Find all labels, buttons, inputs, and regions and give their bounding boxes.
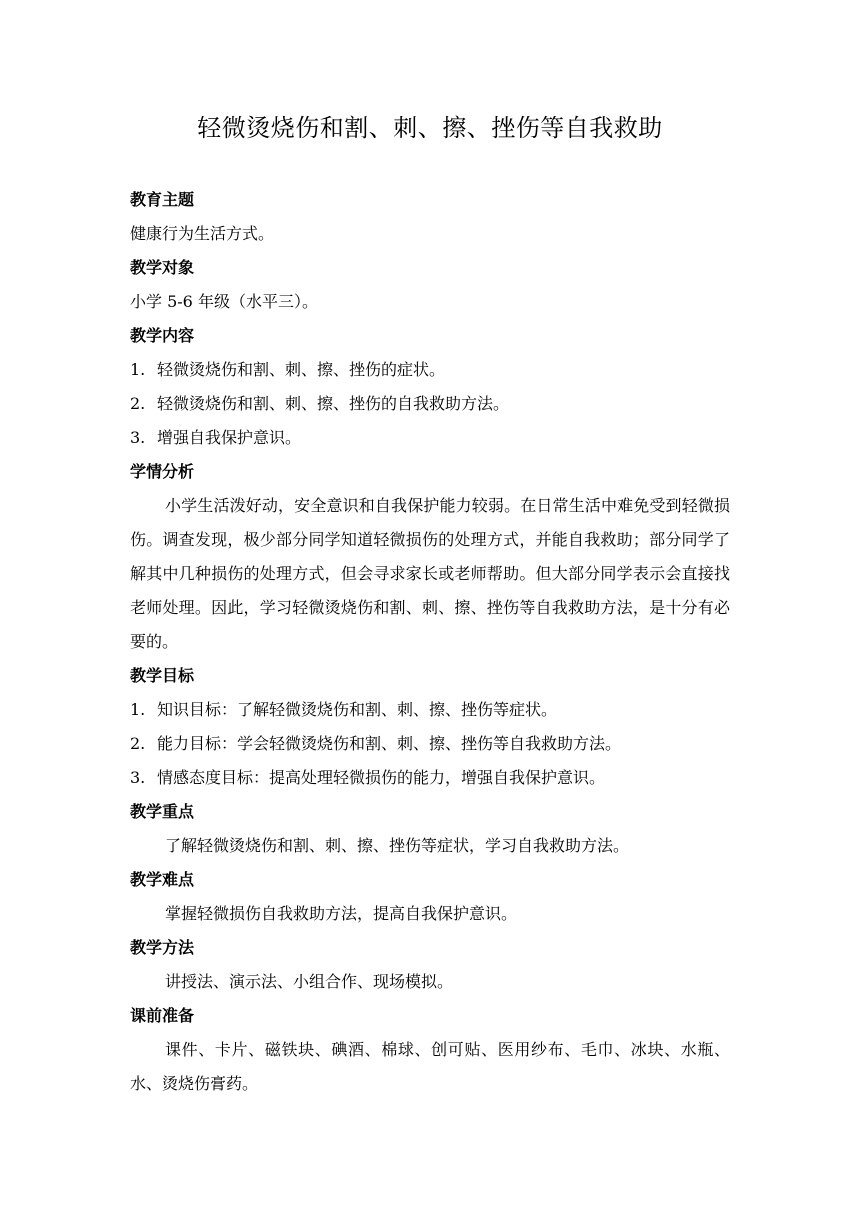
list-item-text: 轻微烫烧伤和割、刺、擦、挫伤的症状。 — [157, 360, 446, 379]
document-body — [130, 183, 730, 1101]
section-text-audience: 小学 5-6 年级（水平三）。 — [130, 292, 318, 311]
list-item — [130, 761, 730, 795]
list-item-number: 1. — [130, 700, 146, 719]
section-text-key-points: 了解轻微烫烧伤和割、刺、擦、挫伤等症状，学习自我救助方法。 — [165, 836, 630, 855]
list-item — [130, 727, 730, 761]
section-paragraph-preparation: 课件、卡片、磁铁块、碘酒、棉球、创可贴、医用纱布、毛巾、冰块、水瓶、水、烫烧伤膏药。 — [130, 1040, 730, 1093]
section-heading-content: 教学内容 — [130, 326, 195, 345]
list-item — [130, 387, 730, 421]
list-item-text: 情感态度目标：提高处理轻微损伤的能力，增强自我保护意识。 — [157, 768, 606, 787]
list-item-text: 能力目标：学会轻微烫烧伤和割、刺、擦、挫伤等自我救助方法。 — [157, 734, 622, 753]
section-heading-theme: 教育主题 — [130, 190, 195, 209]
section-heading-audience: 教学对象 — [130, 258, 195, 277]
section-text-theme: 健康行为生活方式。 — [130, 224, 275, 243]
list-item-number: 1. — [130, 360, 146, 379]
list-item — [130, 421, 730, 455]
document-title: 轻微烫烧伤和割、刺、擦、挫伤等自我救助 — [197, 114, 663, 142]
list-item-number: 3. — [130, 428, 146, 447]
list-item-text: 增强自我保护意识。 — [157, 428, 302, 447]
section-heading-preparation: 课前准备 — [130, 1006, 195, 1025]
section-heading-methods: 教学方法 — [130, 938, 195, 957]
section-text-methods: 讲授法、演示法、小组合作、现场模拟。 — [165, 972, 454, 991]
list-item-number: 2. — [130, 734, 146, 753]
section-text-difficulties: 掌握轻微损伤自我救助方法，提高自我保护意识。 — [165, 904, 518, 923]
section-heading-analysis: 学情分析 — [130, 462, 195, 481]
list-item-number: 3. — [130, 768, 146, 787]
list-item-text: 轻微烫烧伤和割、刺、擦、挫伤的自我救助方法。 — [157, 394, 510, 413]
section-heading-difficulties: 教学难点 — [130, 870, 195, 889]
list-item — [130, 693, 730, 727]
section-heading-goals: 教学目标 — [130, 666, 195, 685]
list-item — [130, 353, 730, 387]
section-heading-key-points: 教学重点 — [130, 802, 195, 821]
list-item-text: 知识目标：了解轻微烫烧伤和割、刺、擦、挫伤等症状。 — [157, 700, 558, 719]
list-item-number: 2. — [130, 394, 146, 413]
section-paragraph-analysis: 小学生活泼好动，安全意识和自我保护能力较弱。在日常生活中难免受到轻微损伤。调查发现，极少部分同学知道轻微损伤的处理方式，并能自我救助；部分同学了解其中几种损伤的处理方式，但会寻求家长或老师帮助。但大部分同学表示会直接找老师处理。因此，学习轻微烫烧伤和割、刺、擦、挫伤等自我救助方法，是十分有必要的。 — [130, 496, 730, 651]
